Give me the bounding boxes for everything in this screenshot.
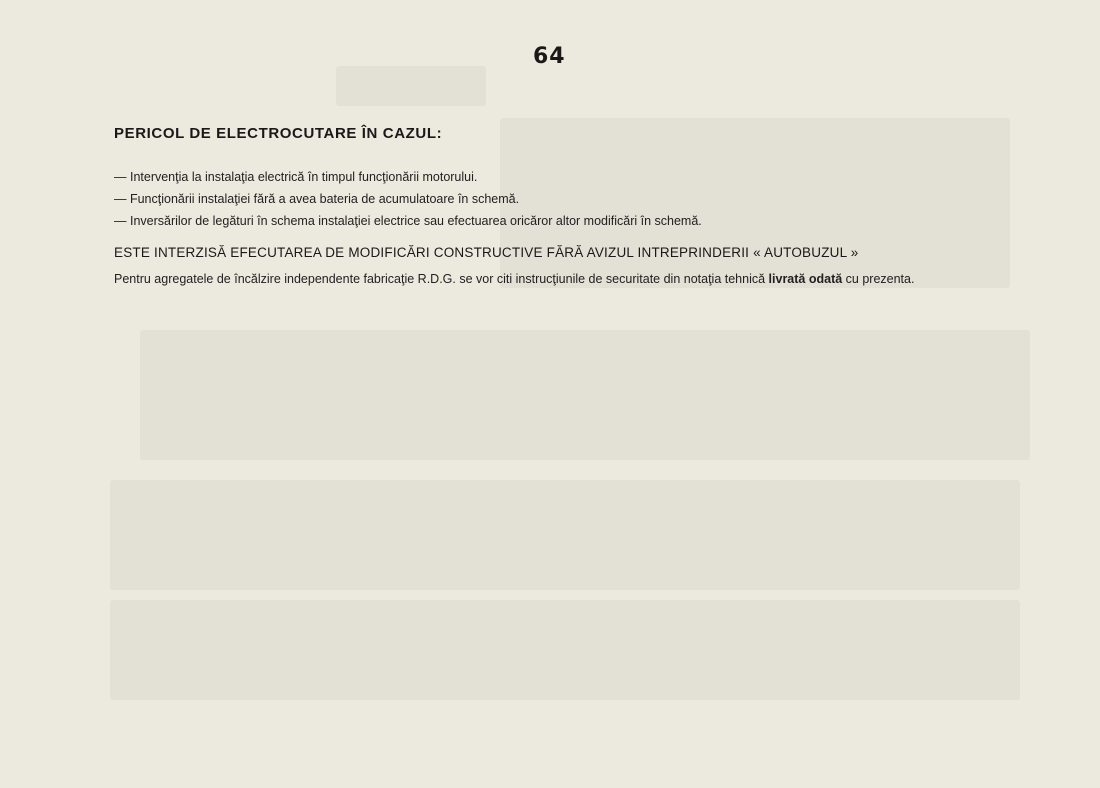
hazard-item: — Inversărilor de legături în schema instalaţiei electrice sau efectuarea oricăror altor modificări în schemă. [114, 214, 702, 228]
warning-title: PERICOL DE ELECTROCUTARE ÎN CAZUL: [114, 125, 443, 142]
bleed-through-shadow [110, 600, 1020, 700]
prohibition-notice: ESTE INTERZISĂ EFECUTAREA DE MODIFICĂRI CONSTRUCTIVE FĂRĂ AVIZUL INTREPRINDERII « AUTOBUZUL » [114, 245, 859, 260]
rdg-heater-note [114, 270, 1014, 288]
bleed-through-shadow [110, 480, 1020, 590]
hazard-list [114, 166, 702, 232]
note-emphasis: livrată odată [768, 272, 843, 286]
note-text-end: cu prezenta. [842, 272, 915, 286]
hazard-item: — Intervenţia la instalaţia electrică în timpul funcţionării motorului. [114, 170, 478, 184]
page-number: 64 [533, 44, 566, 69]
bleed-through-shadow [336, 66, 486, 106]
hazard-item: — Funcţionării instalaţiei fără a avea bateria de acumulatoare în schemă. [114, 192, 520, 206]
note-text: Pentru agregatele de încălzire independente fabricaţie R.D.G. se vor citi instrucţiunile de securitate din notaţia tehnică [114, 272, 769, 286]
bleed-through-shadow [140, 330, 1030, 460]
